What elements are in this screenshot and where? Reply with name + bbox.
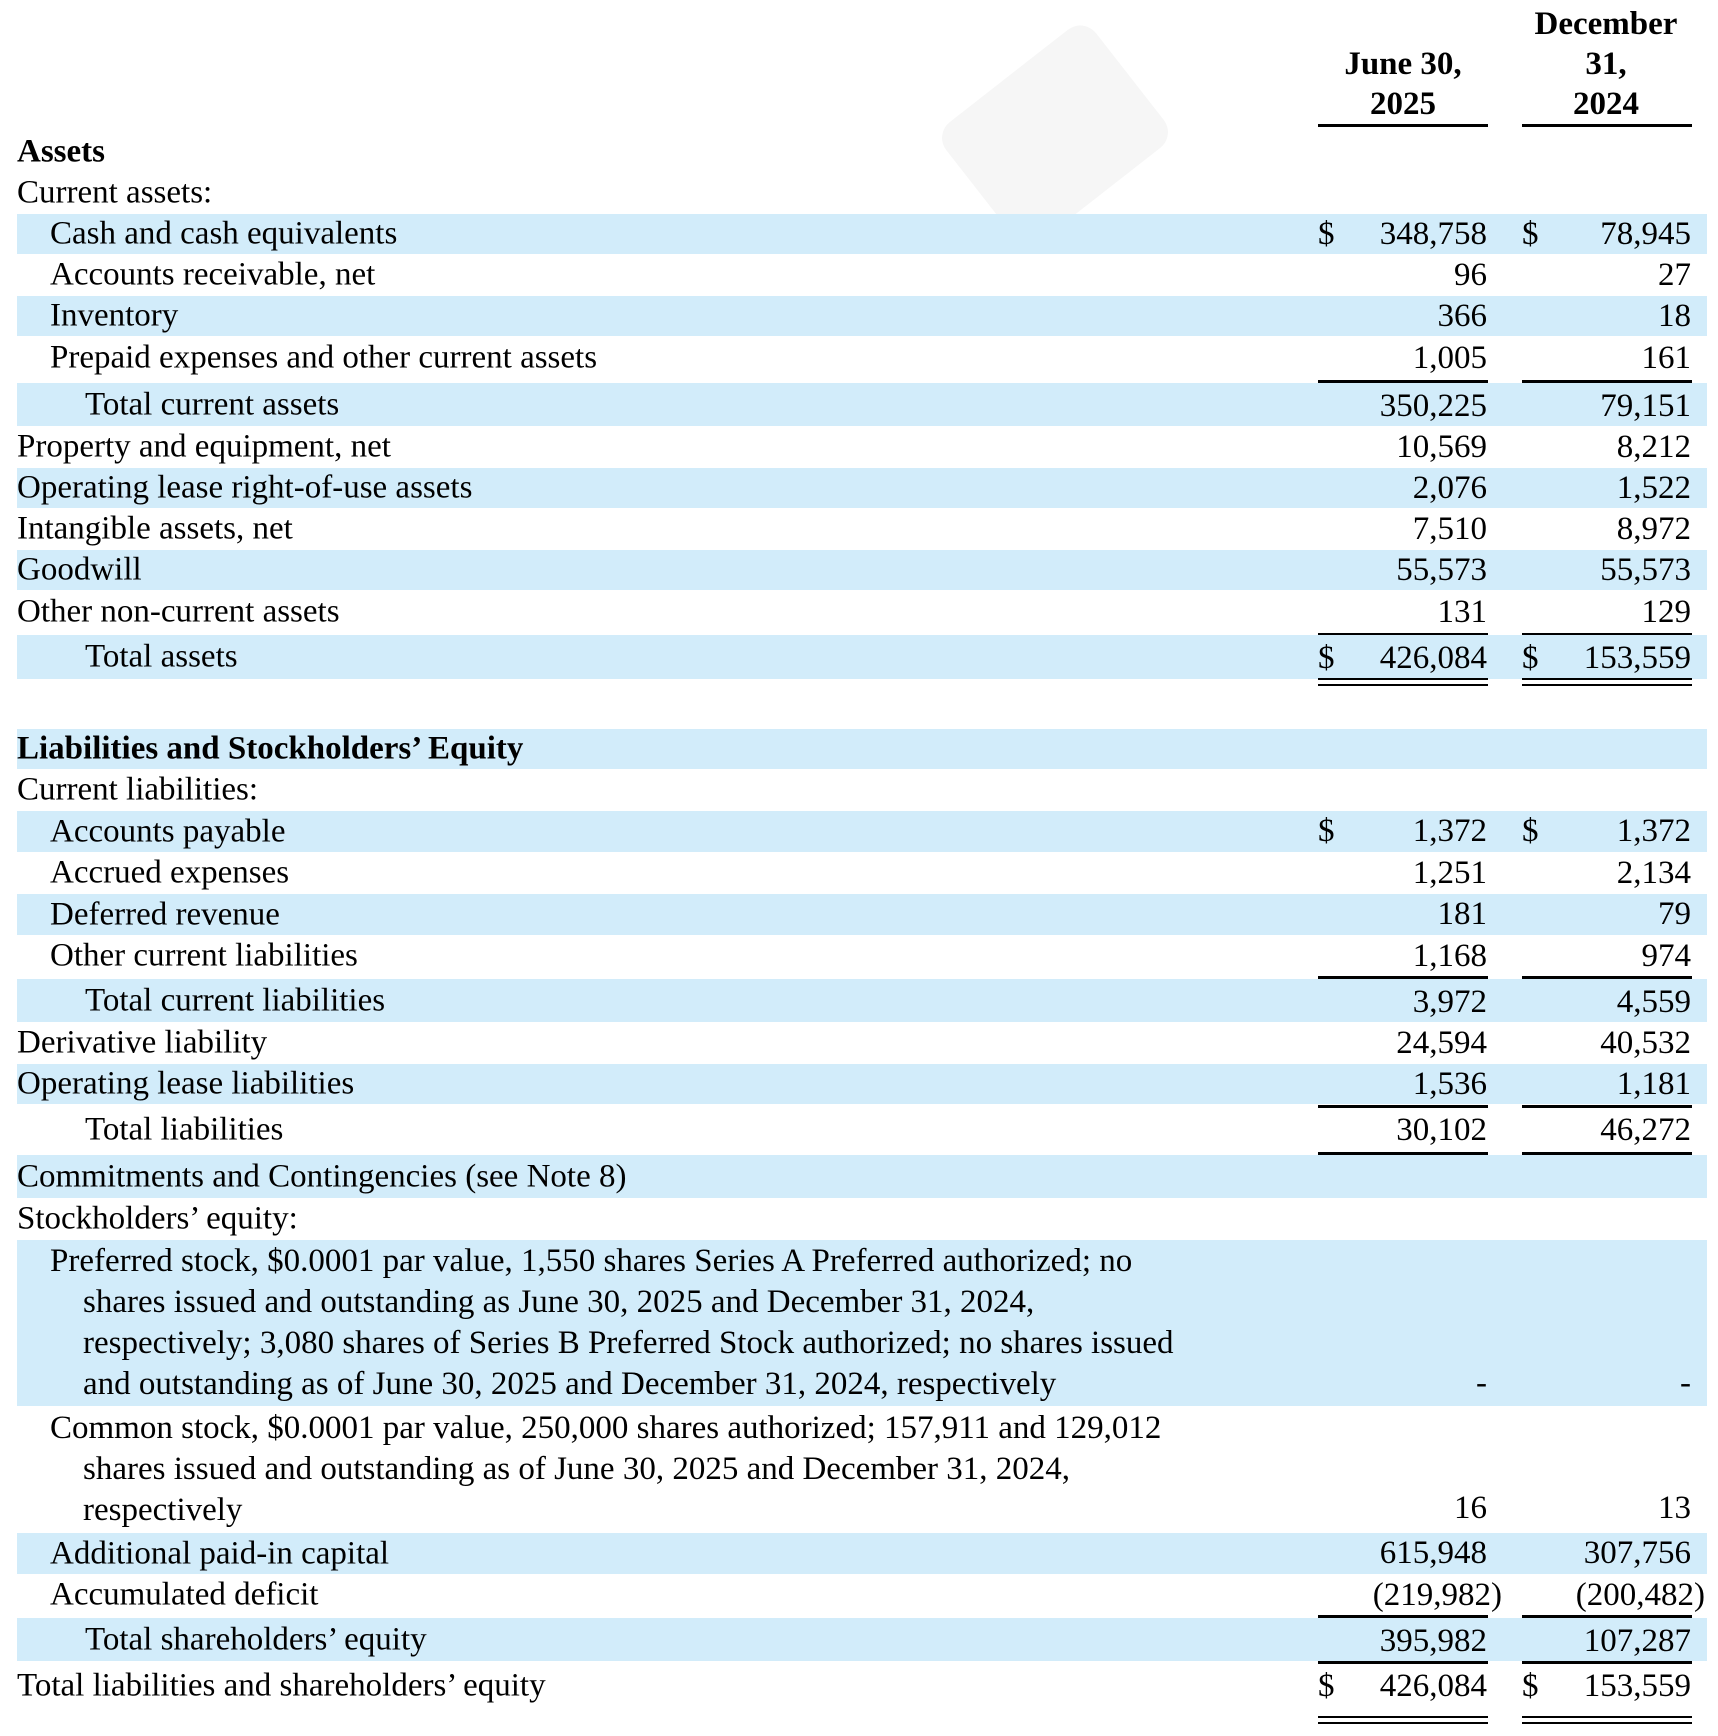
section-heading: Assets xyxy=(17,133,105,170)
subsection-label: Stockholders’ equity: xyxy=(17,1200,298,1237)
table-row: Operating lease liabilities 1,536 1,181 xyxy=(17,1064,1707,1104)
table-row: Goodwill 55,573 55,573 xyxy=(17,550,1707,590)
table-row: Operating lease right-of-use assets 2,076 1,522 xyxy=(17,468,1707,508)
table-row: Accounts receivable, net 96 27 xyxy=(50,256,1691,293)
total-row: Total assets $ 426,084 $ 153,559 xyxy=(17,635,1707,679)
double-underline xyxy=(1522,1716,1692,1724)
column-header-june-2025: June 30, 2025 xyxy=(1344,46,1462,122)
subtotal-row: Total current assets 350,225 79,151 xyxy=(17,383,1707,426)
double-underline xyxy=(1318,1716,1488,1724)
table-row: Intangible assets, net 7,510 8,972 xyxy=(17,510,1691,547)
double-underline xyxy=(1318,678,1488,686)
total-row: Total liabilities 30,102 46,272 xyxy=(85,1111,1691,1148)
subsection-label: Current assets: xyxy=(17,174,213,211)
table-row: Common stock, $0.0001 par value, 250,000 shares authorized; 157,911 and 129,012 shares issued and outstanding as of June 30, 2025 and December 31, 2024, respectively 16 13 xyxy=(17,1407,1707,1532)
double-underline xyxy=(1522,678,1692,686)
table-row: Other non-current assets 131 129 xyxy=(17,593,1691,630)
common-stock-description: Common stock, $0.0001 par value, 250,000 shares authorized; 157,911 and 129,012 shares issued and outstanding as of June 30, 2025 and December 31, 2024, respectively xyxy=(50,1410,1162,1528)
table-row: Deferred revenue 181 79 xyxy=(17,894,1707,935)
table-row: Prepaid expenses and other current assets 1,005 161 xyxy=(50,339,1691,376)
header-underline xyxy=(1522,124,1692,127)
table-row: Preferred stock, $0.0001 par value, 1,550 shares Series A Preferred authorized; no shares issued and outstanding as June 30, 2025 and December 31, 2024, respectively; 3,080 shares of Series B Preferred Stock authorized; no shares issued and outstanding as of June 30, 2025 and December 31, 2024, respectively - - xyxy=(17,1240,1707,1406)
table-row: Property and equipment, net 10,569 8,212 xyxy=(17,428,1691,465)
table-row: Accrued expenses 1,251 2,134 xyxy=(50,854,1691,891)
subtotal-row: Total current liabilities 3,972 4,559 xyxy=(17,979,1707,1022)
table-row: Derivative liability 24,594 40,532 xyxy=(17,1024,1691,1061)
subsection-label: Current liabilities: xyxy=(17,771,259,808)
table-row: Accounts payable $ 1,372 $ 1,372 xyxy=(17,811,1707,852)
table-row: Inventory 366 18 xyxy=(17,296,1707,336)
table-row: Cash and cash equivalents $ 348,758 $ 78,945 xyxy=(17,214,1707,254)
table-row: Other current liabilities 1,168 974 xyxy=(50,937,1691,974)
subtotal-row: Total shareholders’ equity 395,982 107,287 xyxy=(17,1618,1707,1661)
section-heading: Liabilities and Stockholders’ Equity xyxy=(17,729,1707,769)
table-row: Accumulated deficit (219,982) (200,482) xyxy=(50,1576,1705,1613)
table-row: Additional paid-in capital 615,948 307,756 xyxy=(17,1533,1707,1574)
column-header-dec-2024: December 31, 2024 xyxy=(1534,6,1678,122)
header-underline xyxy=(1318,124,1488,127)
preferred-stock-description: Preferred stock, $0.0001 par value, 1,550 shares Series A Preferred authorized; no shares issued and outstanding as June 30, 2025 and December 31, 2024, respectively; 3,080 shares of Series B Preferred Stock authorized; no shares issued and outstanding as of June 30, 2025 and December 31, 2024, respectively xyxy=(50,1243,1174,1402)
grand-total-row: Total liabilities and shareholders’ equity $ 426,084 $ 153,559 xyxy=(17,1667,1691,1704)
commitments-row: Commitments and Contingencies (see Note 8) xyxy=(17,1155,1707,1198)
